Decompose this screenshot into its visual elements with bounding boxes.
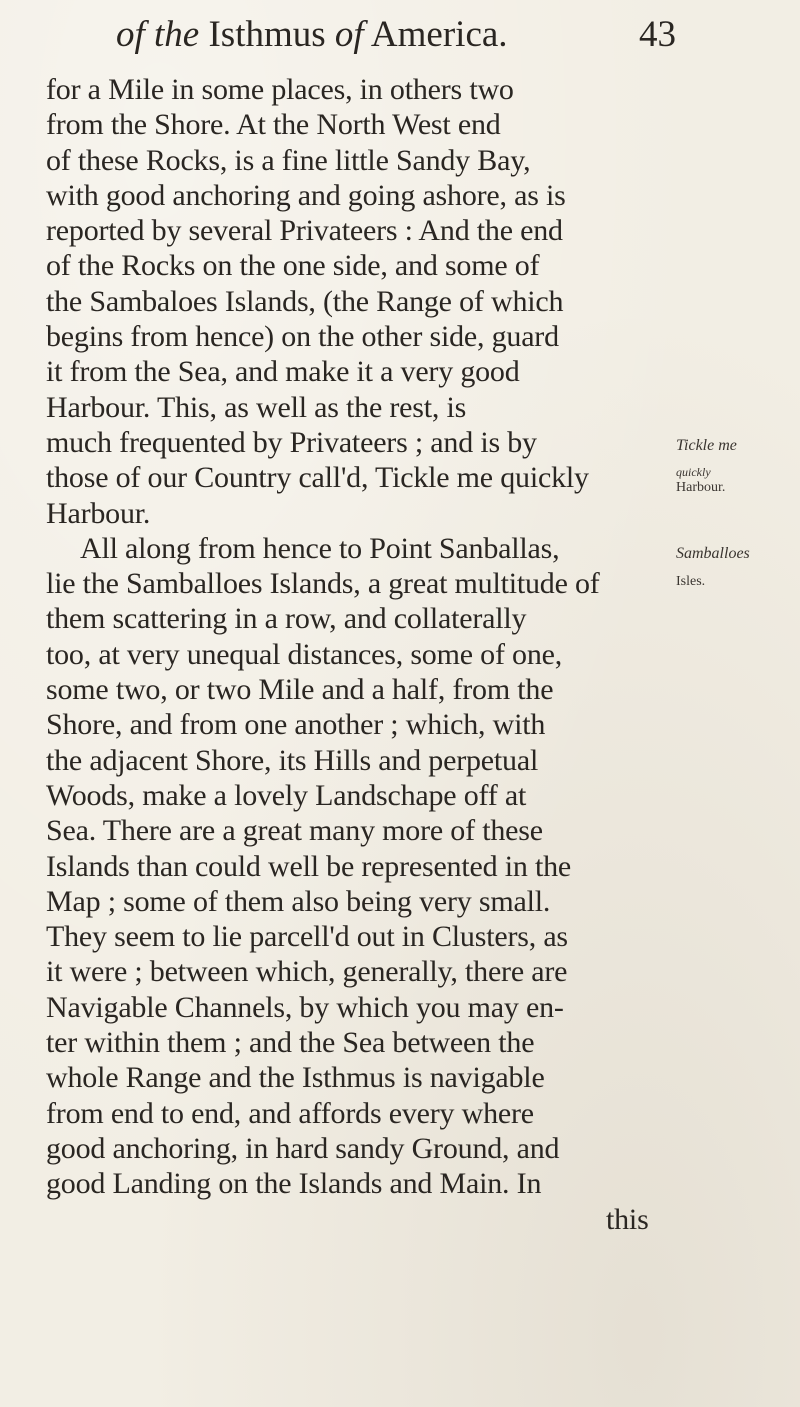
running-head-america: America. (370, 14, 508, 55)
text-line: Harbour. (46, 496, 151, 530)
text-line: for a Mile in some places, in others two (46, 73, 514, 106)
text-line: it from the Sea, and make it a very good (46, 355, 520, 389)
text-line: begins from hence) on the other side, guard (46, 320, 559, 354)
running-head-prefix: of the (116, 14, 200, 55)
text-line: lie the Samballoes Islands, a great multitude of (46, 567, 600, 601)
margin-note-samballoes: Samballoes (676, 545, 750, 562)
text-line: good Landing on the Islands and Main. In (46, 1167, 542, 1201)
text-line: Woods, make a lovely Landschape off at (46, 778, 527, 812)
text-line: much frequented by Privateers ; and is by (46, 425, 537, 459)
text-line: of the Rocks on the one side, and some of (46, 249, 540, 283)
running-head-of: of (334, 14, 364, 55)
text-line: from the Shore. At the North West end (46, 108, 501, 142)
text-line: reported by several Privateers : And the end (46, 214, 563, 248)
text-line: good anchoring, in hard sandy Ground, and (46, 1131, 560, 1165)
running-head (116, 12, 676, 58)
text-line: of these Rocks, is a fine little Sandy Bay, (46, 143, 531, 177)
text-line: from end to end, and affords every where (46, 1096, 534, 1130)
running-head-isthmus: Isthmus (208, 14, 326, 55)
text-line: Sea. There are a great many more of these (46, 814, 543, 848)
catchword: this (606, 1202, 649, 1236)
text-line: with good anchoring and going ashore, as is (46, 178, 566, 212)
margin-note-isles: Isles. (676, 574, 706, 589)
text-line: the adjacent Shore, its Hills and perpetual (46, 743, 539, 777)
text-line: those of our Country call'd, Tickle me quickly (46, 461, 589, 495)
text-line: it were ; between which, generally, there are (46, 955, 568, 989)
text-line: ter within them ; and the Sea between the (46, 1026, 535, 1060)
text-line: Map ; some of them also being very small. (46, 884, 551, 918)
text-line: them scattering in a row, and collaterally (46, 602, 527, 636)
text-line: They seem to lie parcell'd out in Clusters, as (46, 920, 568, 954)
margin-note-harbour: Harbour. (676, 480, 726, 495)
text-line: Islands than could well be represented in the (46, 849, 571, 883)
text-line: Harbour. This, as well as the rest, is (46, 390, 467, 424)
text-line: Navigable Channels, by which you may en- (46, 990, 564, 1024)
text-line: whole Range and the Isthmus is navigable (46, 1061, 545, 1095)
text-line: too, at very unequal distances, some of one, (46, 637, 563, 671)
text-line: Shore, and from one another ; which, with (46, 708, 546, 742)
running-head-title (116, 12, 508, 58)
body-text (46, 72, 676, 1237)
page-number: 43 (639, 14, 676, 55)
text-line: the Sambaloes Islands, (the Range of which (46, 284, 564, 318)
margin-note-tickle: Tickle me (676, 437, 737, 454)
text-line: All along from hence to Point Sanballas, (80, 531, 560, 565)
text-line: some two, or two Mile and a half, from the (46, 673, 554, 707)
margin-note-quickly: quickly (676, 465, 711, 479)
